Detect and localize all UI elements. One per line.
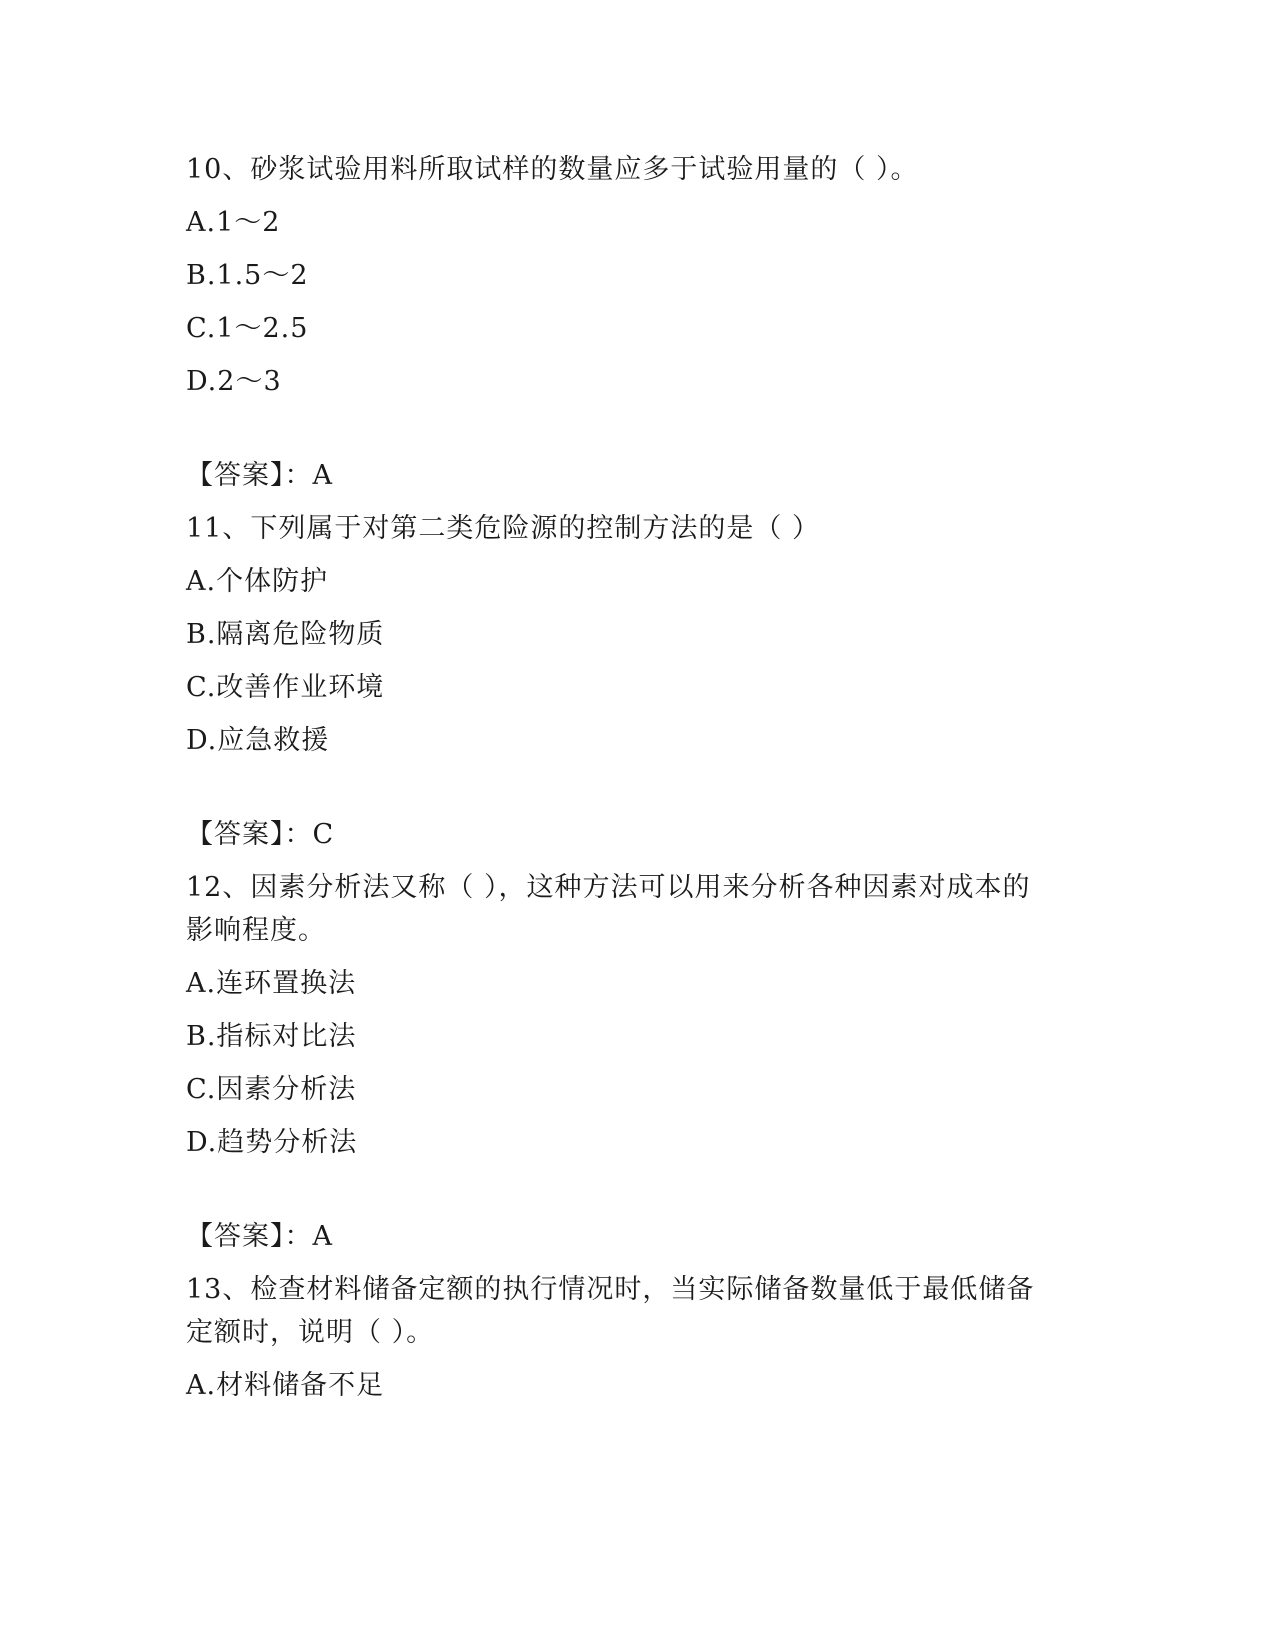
question-10-option-d: D.2～3 — [186, 366, 282, 397]
question-11-answer: 【答案】：C — [186, 819, 335, 850]
question-12-stem-line-1: 12、因素分析法又称（ ），这种方法可以用来分析各种因素对成本的 — [186, 872, 1031, 903]
question-12-option-a: A.连环置换法 — [186, 968, 357, 999]
question-13-option-a: A.材料储备不足 — [186, 1370, 385, 1401]
question-12-stem-line-2: 影响程度。 — [186, 915, 326, 946]
question-10-stem: 10、砂浆试验用料所取试样的数量应多于试验用量的（ ）。 — [186, 154, 919, 185]
question-11-stem: 11、下列属于对第二类危险源的控制方法的是（ ） — [186, 513, 820, 544]
question-12-option-c: C.因素分析法 — [186, 1074, 357, 1105]
question-11-option-d: D.应急救援 — [186, 725, 330, 756]
question-10-answer: 【答案】：A — [186, 460, 333, 491]
question-10-option-c: C.1～2.5 — [186, 313, 309, 344]
question-12-option-d: D.趋势分析法 — [186, 1127, 358, 1158]
question-10-option-b: B.1.5～2 — [186, 260, 309, 291]
question-11-option-b: B.隔离危险物质 — [186, 619, 385, 650]
question-11-option-a: A.个体防护 — [186, 566, 329, 597]
question-12-answer: 【答案】：A — [186, 1221, 333, 1252]
question-13-stem-line-2: 定额时，说明（ ）。 — [186, 1317, 435, 1348]
question-12-option-b: B.指标对比法 — [186, 1021, 357, 1052]
question-11-option-c: C.改善作业环境 — [186, 672, 385, 703]
question-10-option-a: A.1～2 — [186, 207, 281, 238]
question-13-stem-line-1: 13、检查材料储备定额的执行情况时，当实际储备数量低于最低储备 — [186, 1274, 1035, 1305]
